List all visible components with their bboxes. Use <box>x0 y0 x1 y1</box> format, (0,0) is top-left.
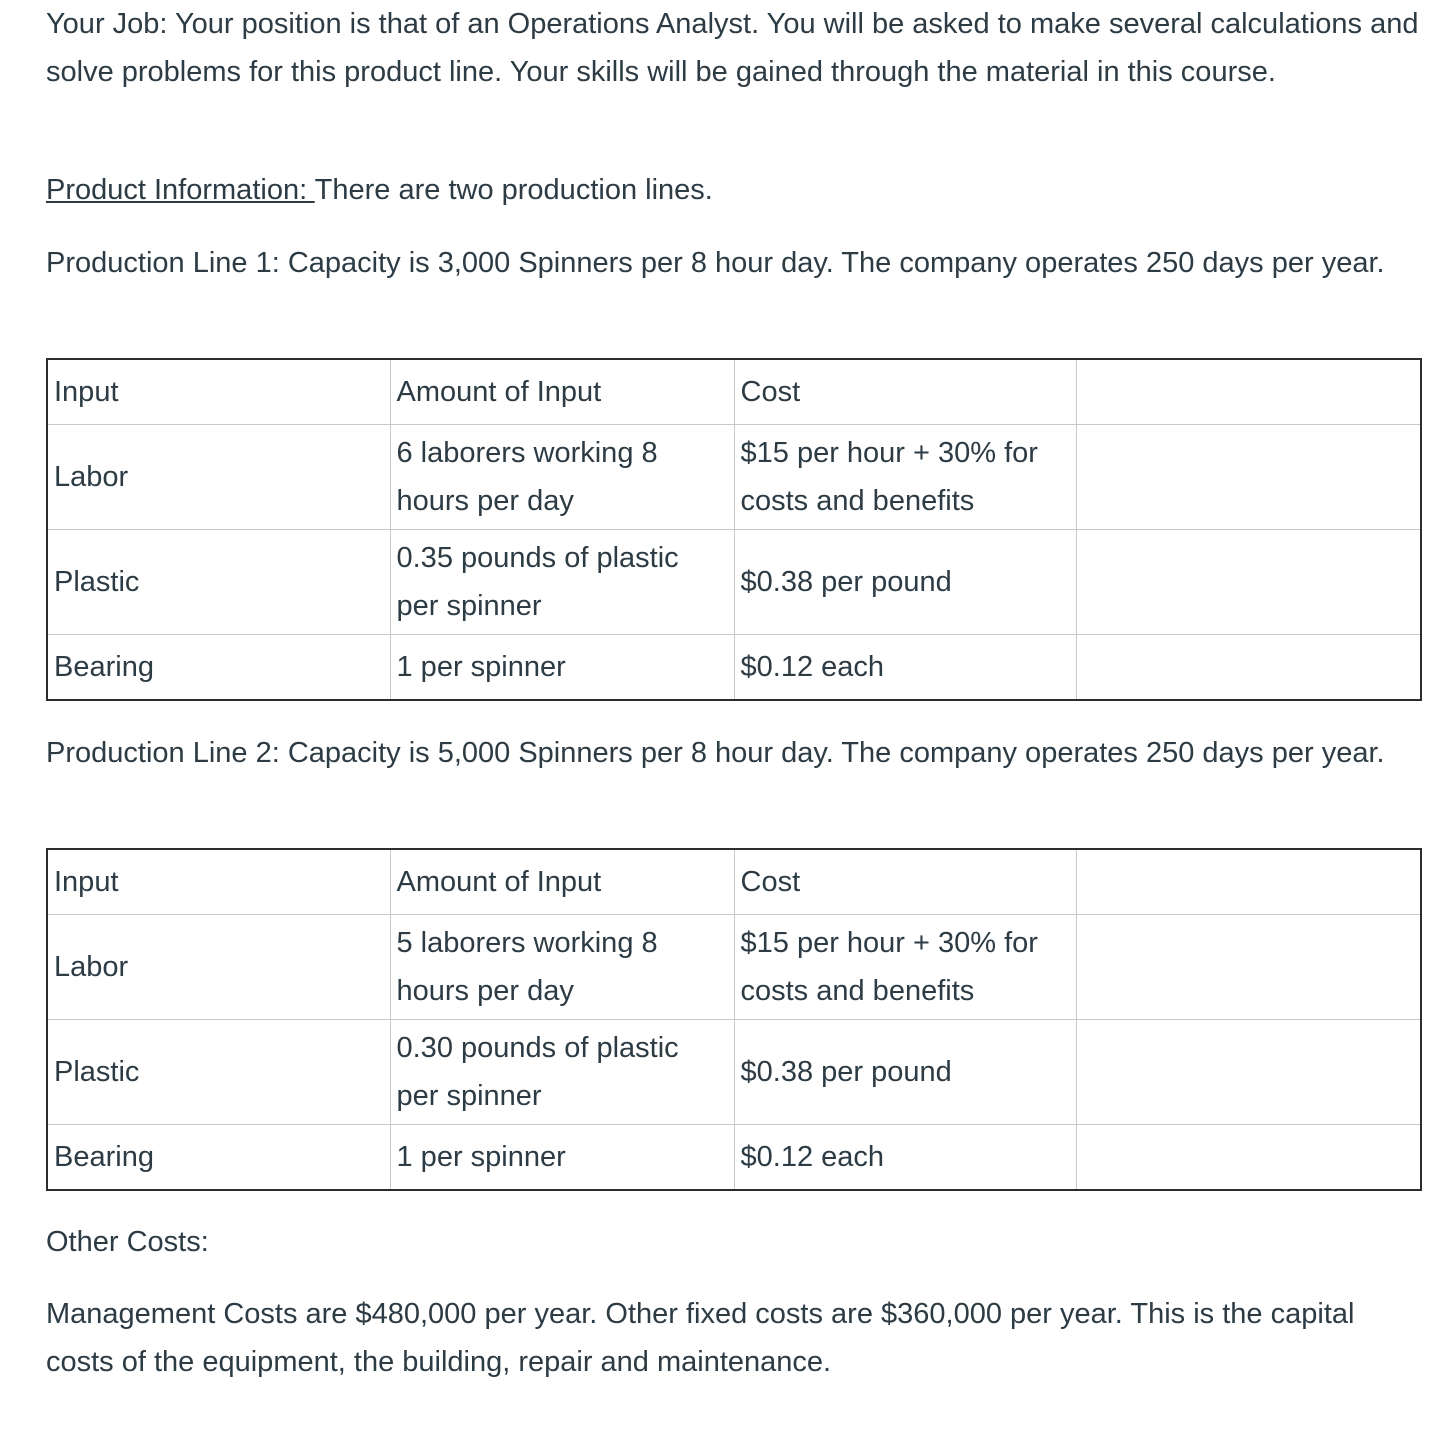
row-extra <box>1076 425 1421 530</box>
header-amount: Amount of Input <box>390 359 734 425</box>
header-input: Input <box>47 359 390 425</box>
other-costs-heading: Other Costs: <box>46 1226 209 1258</box>
row-input: Labor <box>47 425 390 530</box>
row-cost: $0.12 each <box>734 1125 1076 1191</box>
product-information-paragraph <box>46 166 1441 214</box>
row-input: Bearing <box>47 1125 390 1191</box>
row-cost: $0.38 per pound <box>734 530 1076 635</box>
row-amount: 6 laborers working 8 hours per day <box>390 425 734 530</box>
header-cost: Cost <box>734 359 1076 425</box>
row-extra <box>1076 915 1421 1020</box>
row-cost: $0.12 each <box>734 635 1076 701</box>
product-information-label: Product Information: <box>46 174 315 206</box>
row-input: Labor <box>47 915 390 1020</box>
header-cost: Cost <box>734 849 1076 915</box>
product-information-text: There are two production lines. <box>314 174 713 206</box>
row-extra <box>1076 635 1421 701</box>
row-amount: 0.35 pounds of plastic per spinner <box>390 530 734 635</box>
row-input: Plastic <box>47 530 390 635</box>
table-header-row <box>47 849 1421 915</box>
table-row <box>47 1020 1421 1125</box>
header-input: Input <box>47 849 390 915</box>
row-amount: 5 laborers working 8 hours per day <box>390 915 734 1020</box>
header-extra <box>1076 359 1421 425</box>
row-cost: $15 per hour + 30% for costs and benefits <box>734 425 1076 530</box>
production-line-1-description: Production Line 1: Capacity is 3,000 Spinners per 8 hour day. The company operates 250 days per year. <box>46 247 1385 279</box>
row-extra <box>1076 1125 1421 1191</box>
table-row <box>47 1125 1421 1191</box>
row-extra <box>1076 1020 1421 1125</box>
row-input: Bearing <box>47 635 390 701</box>
production-line-2-description: Production Line 2: Capacity is 5,000 Spinners per 8 hour day. The company operates 250 days per year. <box>46 737 1385 769</box>
table-row <box>47 530 1421 635</box>
row-amount: 1 per spinner <box>390 635 734 701</box>
row-cost: $0.38 per pound <box>734 1020 1076 1125</box>
row-cost: $15 per hour + 30% for costs and benefits <box>734 915 1076 1020</box>
production-line-1-table <box>46 358 1422 701</box>
row-input: Plastic <box>47 1020 390 1125</box>
table-header-row <box>47 359 1421 425</box>
table-row <box>47 635 1421 701</box>
header-extra <box>1076 849 1421 915</box>
other-costs-paragraph: Management Costs are $480,000 per year. Other fixed costs are $360,000 per year. This is the capital costs of the equipment, the building, repair and maintenance. <box>46 1298 1355 1378</box>
header-amount: Amount of Input <box>390 849 734 915</box>
table-row <box>47 915 1421 1020</box>
table-row <box>47 425 1421 530</box>
intro-paragraph: Your Job: Your position is that of an Operations Analyst. You will be asked to make several calculations and solve problems for this product line. Your skills will be gained through the material in this course. <box>46 8 1419 88</box>
production-line-2-table <box>46 848 1422 1191</box>
row-amount: 0.30 pounds of plastic per spinner <box>390 1020 734 1125</box>
row-extra <box>1076 530 1421 635</box>
row-amount: 1 per spinner <box>390 1125 734 1191</box>
